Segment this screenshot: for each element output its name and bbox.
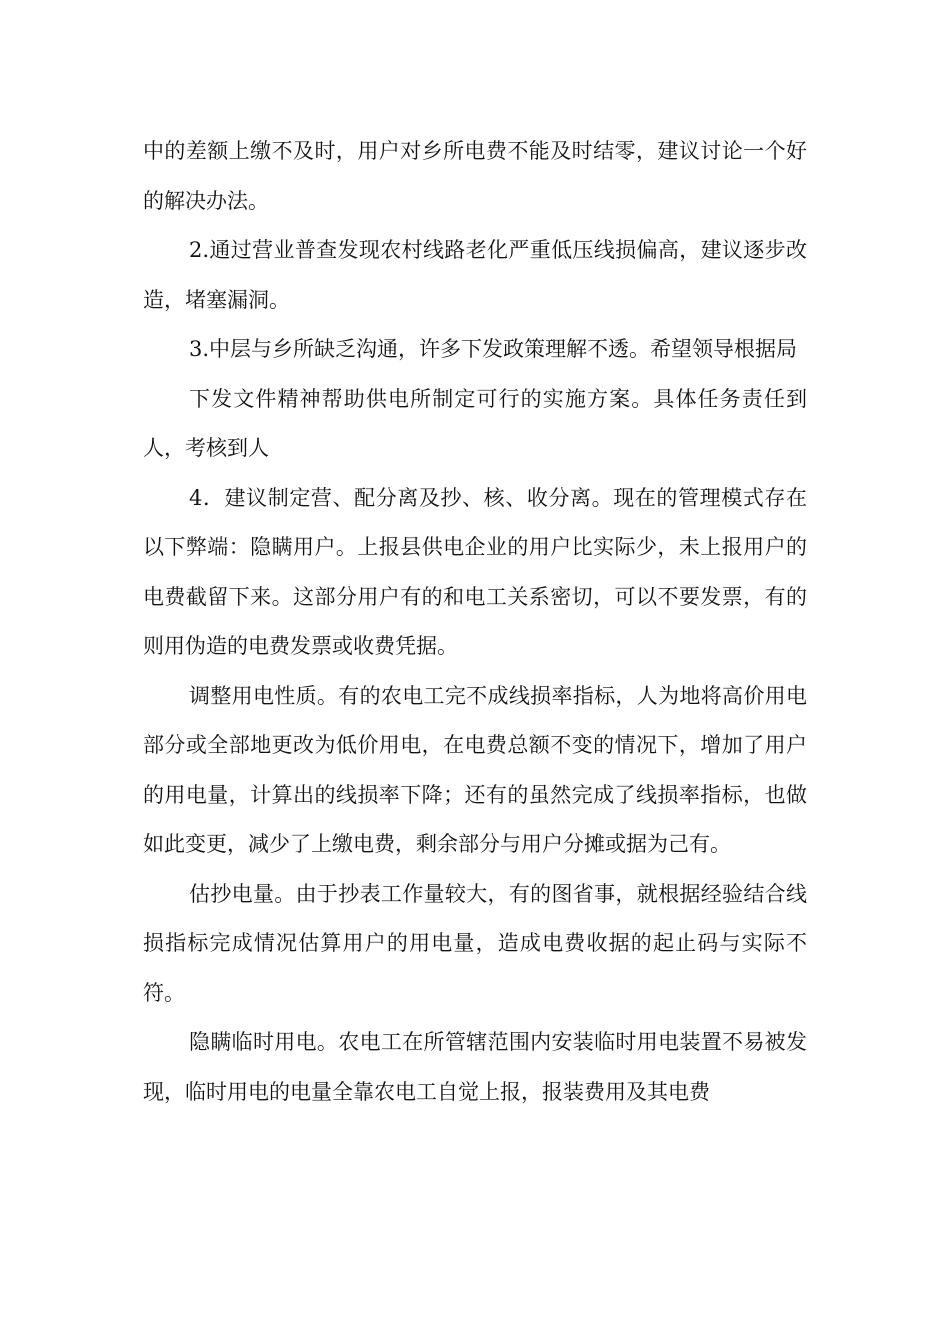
paragraph-7: 估抄电量。由于抄表工作量较大，有的图省事，就根据经验结合线损指标完成情况估算用户的用电量，造成电费收据的起止码与实际不符。 [143,881,807,1005]
paragraph-3: 3.中层与乡所缺乏沟通，许多下发政策理解不透。希望领导根据局 [189,337,798,361]
paragraph-5: 4．建议制定营、配分离及抄、核、收分离。现在的管理模式存在以下弊端：隐瞒用户。上报县供电企业的用户比实际少，未上报用户的电费截留下来。这部分用户有的和电工关系密切，可以不要发票，有的则用伪造的电费发票或收费凭据。 [143,485,807,658]
paragraph-4: 下发文件精神帮助供电所制定可行的实施方案。具体任务责任到人，考核到人 [143,386,807,460]
paragraph-1: 中的差额上缴不及时，用户对乡所电费不能及时结零，建议讨论一个好的解决办法。 [143,139,807,213]
document-body [143,127,807,1117]
paragraph-2: 2.通过营业普查发现农村线路老化严重低压线损偏高，建议逐步改造，堵塞漏洞。 [143,238,807,312]
paragraph-8: 隐瞒临时用电。农电工在所管辖范围内安装临时用电装置不易被发现，临时用电的电量全靠农电工自觉上报，报装费用及其电费 [143,1030,807,1104]
paragraph-6: 调整用电性质。有的农电工完不成线损率指标，人为地将高价用电部分或全部地更改为低价用电，在电费总额不变的情况下，增加了用户的用电量，计算出的线损率下降；还有的虽然完成了线损率指标，也做如此变更，减少了上缴电费，剩余部分与用户分摊或据为己有。 [143,683,807,856]
